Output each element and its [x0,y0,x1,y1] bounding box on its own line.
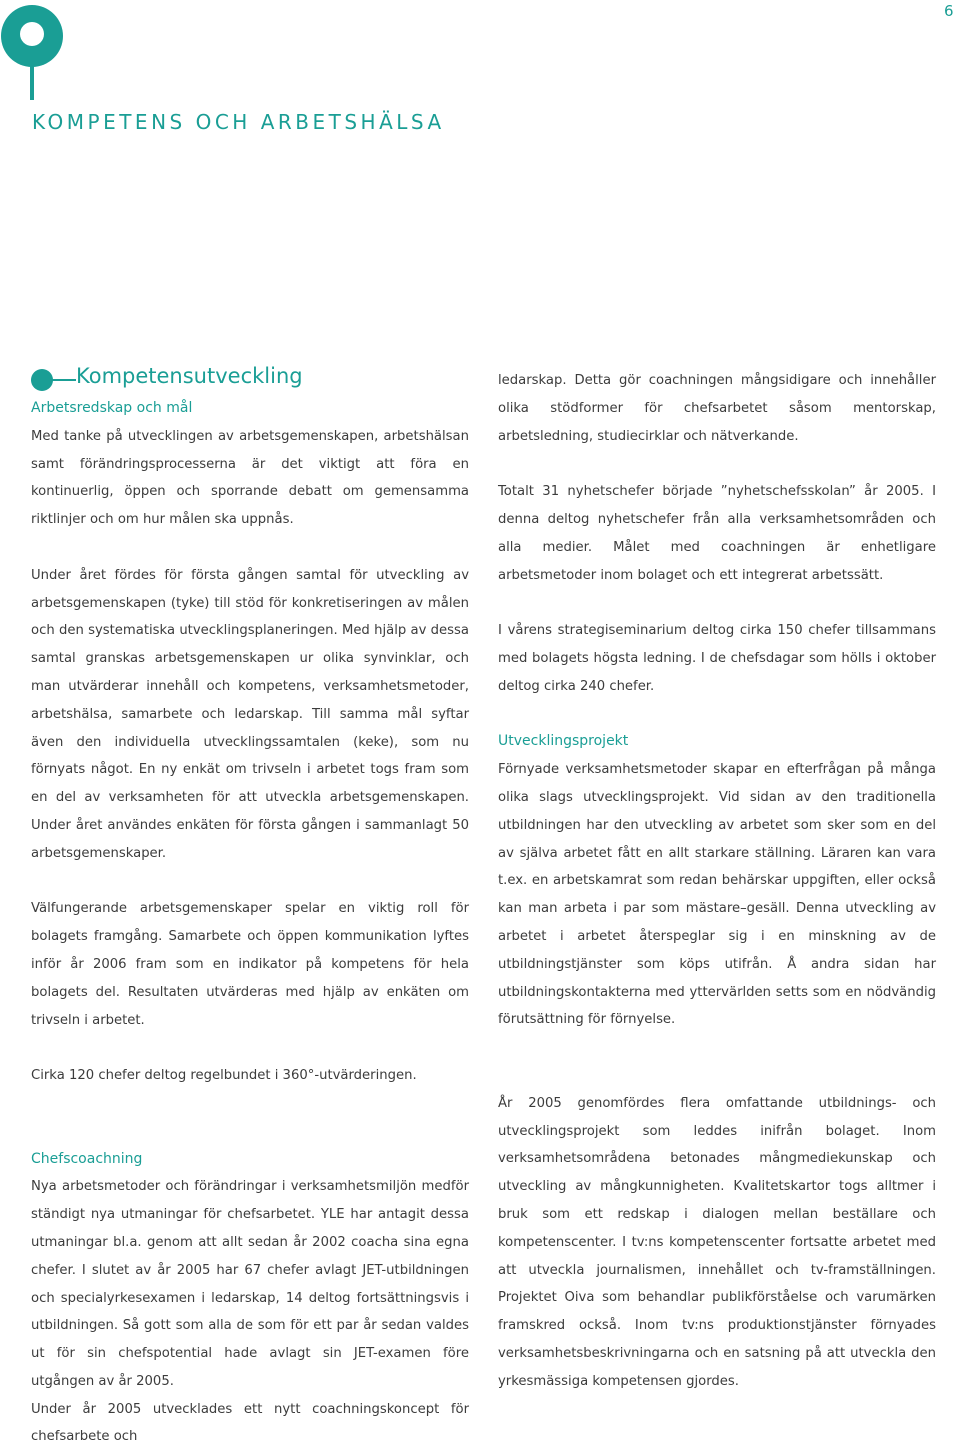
paragraph-gap [498,450,936,478]
section-title: KOMPETENS OCH ARBETSHÄLSA [32,110,445,134]
teal-ring-logo-icon [0,0,70,110]
paragraph: År 2005 genomfördes flera omfattande utbildnings- och utvecklingsprojekt som leddes inifrån bolaget. Inom verksamhetsområdena betonades mångmediekunskap och utveckling av mångkunnigheten. Kvalitetskartor togs alltmer i bruk som ett redskap i dialogen mellan beställare och kompetenscenter. I tv:ns kompetenscenter fortsatte arbetet med att utveckla journalismen, innehållet och tv-framställningen. Projektet Oiva som behandlar publikförståelse och varumärken framskred också. Inom tv:ns produktionstjänster förnyades verksamhetsbeskrivningarna och en satsning på att utveckla den yrkesmässiga kompetensen gjordes. [498,1095,936,1389]
subheading: Arbetsredskap och mål [31,400,193,416]
left-column [31,395,469,1451]
paragraph: ledarskap. Detta gör coachningen mångsidigare och innehåller olika stödformer för chefsarbetet såsom mentorskap, arbetsledning, studiecirklar och nätverkande. [498,373,936,444]
page-number: 6 [944,2,954,20]
paragraph: I vårens strategiseminarium deltog cirka 150 chefer tillsammans med bolagets högsta ledning. I de chefsdagar som hölls i oktober deltog cirka 240 chefer. [498,623,936,694]
paragraph: Cirka 120 chefer deltog regelbundet i 360°-utvärderingen. [31,1068,417,1084]
right-column [498,367,936,1395]
heading-bullet-icon [30,366,76,394]
paragraph: Med tanke på utvecklingen av arbetsgemenskapen, arbetshälsan samt förändringsprocesserna är det viktigt att föra en kontinuerlig, öppen och sporrande debatt om gemensamma riktlinjer och om hur målen ska uppnås. [31,428,469,528]
paragraph-gap [31,1118,469,1146]
paragraph: Under året fördes för första gången samtal för utveckling av arbetsgemenskapen (tyke) till stöd för konkretiseringen av målen och den systematiska utvecklingsplaneringen. Med hjälp av dessa samtal granskas arbetsgemenskapen ur olika synvinklar, och man utvärderar innehåll och kompetens, verksamhetsmetoder, arbetshälsa, samarbete och ledarskap. Till samma mål syftar även den individuella utvecklingssamtalen (keke), som nu förnyats något. En ny enkät om trivseln i arbetet togs fram som en del av verksamheten för att utveckla arbetsgemenskapen. Under året användes enkäten för första gången i sammanlagt 50 arbetsgemenskaper. [31,567,469,861]
paragraph: Välfungerande arbetsgemenskaper spelar en viktig roll för bolagets framgång. Samarbete och öppen kommunikation lyftes inför år 2006 fram som en indikator på kompetens för hela bolagets del. Resultaten utvärderas med hjälp av enkäten om trivseln i arbetet. [31,901,469,1028]
paragraph-gap [498,589,936,617]
paragraph-gap [31,868,469,896]
subheading: Chefscoachning [31,1150,143,1167]
paragraph-gap [31,1090,469,1118]
paragraph-gap [498,1034,936,1062]
paragraph: Förnyade verksamhetsmetoder skapar en efterfrågan på många olika slags utvecklingsprojekt. Vid sidan av den traditionella utbildningen har den utveckling av arbetet som sker som en del av själva arbetet fått en allt starkare ställning. Läraren kan vara t.ex. en arbetskamrat som redan behärskar uppgiften, eller också kan man arbeta i par som mästare–gesäll. Denna utveckling av arbetet i arbetet återspeglar sig i en minskning av de utbildningstjänster som köps utifrån. Å andra sidan har utbildningskontakterna med yttervärlden setts som en nödvändig förutsättning för förnyelse. [498,762,936,1028]
paragraph-gap [498,1062,936,1090]
paragraph: Totalt 31 nyhetschefer började ”nyhetschefsskolan” år 2005. I denna deltog nyhetschefer från alla verksamhetsområden och alla medier. Målet med coachningen är enhetligare arbetsmetoder inom bolaget och ett integrerat arbetssätt. [498,484,936,583]
paragraph-gap [31,534,469,562]
paragraph-gap [31,1034,469,1062]
section-heading: Kompetensutveckling [76,364,303,388]
subheading: Utvecklingsprojekt [498,733,629,750]
paragraph: Nya arbetsmetoder och förändringar i verksamhetsmiljön medför ständigt nya utmaningar för chefsarbetet. YLE har antagit dessa utmaningar bl.a. genom att allt sedan år 2002 coacha sina egna chefer. I slutet av år 2005 har 67 chefer avlagt JET-utbildningen och specialyrkesexamen i ledarskap, 14 deltog fortsättningsvis i utbildningen. Så gott som alla de som för ett par år sedan valdes ut för sin chefspotential hade avlagt sin JET-examen före utgången av år 2005. [31,1179,469,1389]
paragraph: Under år 2005 utvecklades ett nytt coachningskoncept för chefsarbete och [31,1401,469,1445]
paragraph-gap [498,701,936,729]
